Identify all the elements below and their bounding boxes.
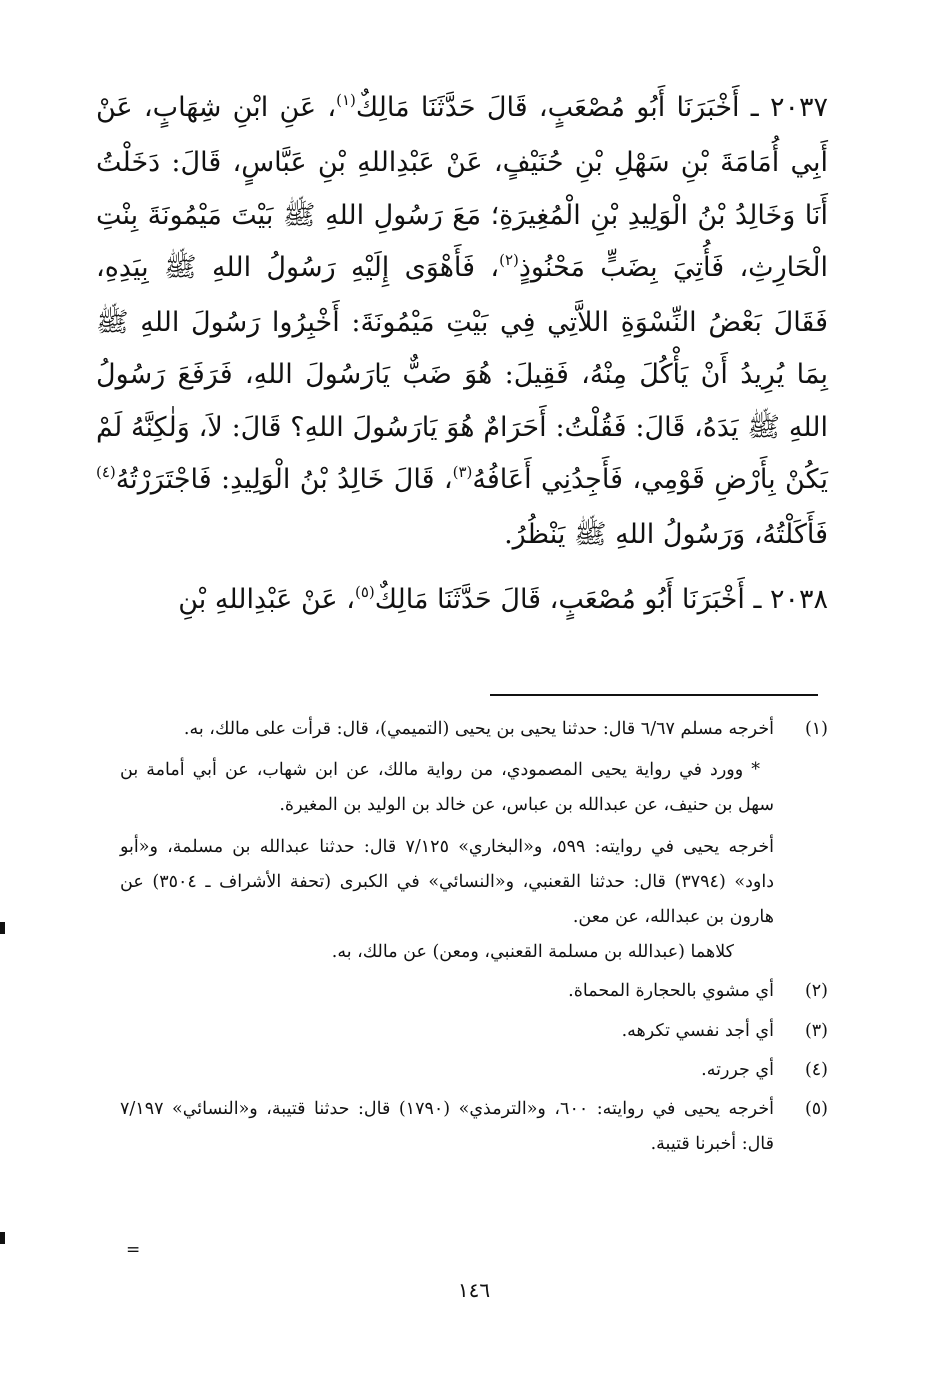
footnote-number: (١) [804, 719, 828, 739]
footnote-paragraph: كلاهما (عبدالله بن مسلمة القعنبي، ومعن) عن مالك، به. [331, 942, 734, 963]
footnotes [120, 712, 828, 1162]
footnote-number: (٢) [804, 981, 828, 1002]
hadith-text: أَخْبَرَنَا أَبُو مُصْعَبٍ، قَالَ حَدَّثَنَا مَالِكٌ [374, 583, 745, 615]
footnote-5 [120, 1092, 828, 1162]
footnote-number: (٤) [804, 1059, 828, 1080]
hadith-2037 [96, 82, 828, 562]
footnote-ref-3[interactable]: (٣) [452, 463, 473, 482]
footnote-4 [120, 1053, 828, 1088]
footnote-ref-4[interactable]: (٤) [96, 463, 116, 482]
hadith-text: ، عَنْ عَبْدِاللهِ بْنِ [178, 583, 355, 615]
footnote-ref-5[interactable]: (٥) [354, 582, 375, 601]
footnote-body: أي جررته. [701, 1059, 774, 1080]
footnote-number: (٥) [804, 1099, 828, 1120]
scan-edge-mark [0, 1232, 5, 1244]
footnote-paragraph: أخرجه مسلم ٦/٦٧ قال: حدثنا يحيى بن يحيى (التميمي)، قال: قرأت على مالك، به. [183, 719, 774, 739]
footnote-2 [120, 974, 828, 1009]
footnote-body: أخرجه يحيى في روايته: ٦٠٠، و«الترمذي» (١٧٩٠) قال: حدثنا قتيبة، و«النسائي» ٧/١٩٧ قال: أخبرنا قتيبة. [120, 1099, 775, 1155]
footnote-1 [120, 712, 828, 970]
footnote-number: (٣) [804, 1020, 828, 1041]
footnote-paragraph: أخرجه يحيى في روايته: ٥٩٩، و«البخاري» ٧/١٢٥ قال: حدثنا عبدالله بن مسلمة، و«أبو داود» (٣٧٩٤) قال: حدثنا القعنبي، و«النسائي» في الكبرى (تحفة الأشراف ـ ٣٥٠٤) عن هارون بن عبدالله، عن معن. [120, 836, 775, 928]
hadith-text: ، قَالَ خَالِدُ بْنُ الْوَلِيدِ: فَاجْتَرَرْتُهُ [115, 464, 453, 496]
footnote-ref-1[interactable]: (١) [336, 91, 356, 109]
footnote-body [120, 712, 774, 970]
hadith-number: ٢٠٣٧ ـ [750, 92, 828, 123]
scan-edge-mark [0, 922, 5, 934]
hadith-2038 [96, 574, 828, 629]
hadith-text: ، عَنِ ابْنِ شِهَابٍ، عَنْ أَبِي أُمَامَةَ بْنِ سَهْلِ بْنِ حُنَيْفٍ، عَنْ عَبْدِاللهِ بْنِ عَبَّاسٍ، قَالَ: دَخَلْتُ أَنَا وَخَالِدُ بْنُ الْوَلِيدِ بْنِ الْمُغِيرَةِ؛ مَعَ رَسُولِ اللهِ ﷺ بَيْتَ مَيْمُونَةَ بِنْتِ الْحَارِثِ، فَأُتِيَ بِضَبٍّ مَحْنُوذٍ [96, 92, 828, 283]
footnote-3 [120, 1014, 828, 1049]
footnote-separator [490, 694, 818, 696]
hadith-text: فَأَكَلْتُهُ، وَرَسُولُ اللهِ ﷺ يَنْظُرُ. [504, 519, 828, 551]
continuation-mark: = [126, 1240, 141, 1260]
footnote-paragraph: * وورد في رواية يحيى المصمودي، من رواية مالك، عن ابن شهاب، عن أبي أمامة بن سهل بن حنيف، عن عبدالله بن عباس، عن خالد بن الوليد بن المغيرة. [120, 760, 774, 816]
hadith-text: أَخْبَرَنَا أَبُو مُصْعَبٍ، قَالَ حَدَّثَنَا مَالِكٌ [355, 92, 740, 123]
main-text [96, 82, 828, 629]
footnote-body: أي مشوي بالحجارة المحماة. [568, 981, 774, 1002]
footnote-body: أي أجد نفسي تكرهه. [621, 1020, 774, 1041]
page-number: ١٤٦ [457, 1278, 491, 1302]
footnote-ref-2[interactable]: (٢) [499, 250, 519, 269]
hadith-number: ٢٠٣٨ ـ [753, 583, 828, 615]
hadith-text: ، فَأَهْوَى إِلَيْهِ رَسُولُ اللهِ ﷺ بِيَدِهِ، فَقَالَ بَعْضُ النِّسْوَةِ اللاَّتِي فِي بَيْتِ مَيْمُونَةَ: أَخْبِرُوا رَسُولَ اللهِ ﷺ بِمَا يُرِيدُ أَنْ يَأْكُلَ مِنْهُ، فَقِيلَ: هُوَ ضَبٌّ يَارَسُولَ اللهِ، فَرَفَعَ رَسُولُ اللهِ ﷺ يَدَهُ، قَالَ: فَقُلْتُ: أَحَرَامٌ هُوَ يَارَسُولَ اللهِ؟ قَالَ: لاَ، وَلٰكِنَّهُ لَمْ يَكُنْ بِأَرْضِ قَوْمِي، فَأَجِدُنِي أَعَافُهُ [96, 251, 828, 496]
